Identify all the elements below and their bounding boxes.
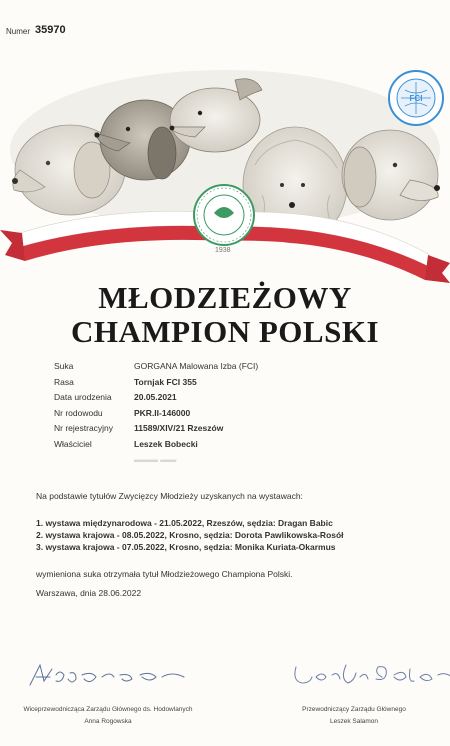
detail-row-birth-date (54, 392, 414, 408)
detail-value: Tornjak FCI 355 (134, 376, 197, 387)
detail-label: Data urodzenia (54, 392, 112, 402)
detail-value: 11589/XIV/21 Rzeszów (134, 423, 224, 433)
detail-row-pedigree (54, 408, 414, 424)
signature-right (290, 655, 450, 695)
certificate-title-line1: MŁODZIEŻOWY (98, 280, 352, 315)
detail-label: Nr rodowodu (54, 407, 103, 418)
number-label: Numer (6, 27, 31, 36)
fci-badge-label: FCI (409, 94, 423, 103)
detail-row-suka (54, 361, 414, 377)
detail-value: Leszek Bobecki (134, 438, 198, 449)
zkwp-emblem (194, 185, 254, 245)
signature-left (22, 655, 192, 695)
dog-details (54, 361, 414, 470)
signatory-name-left: Anna Rogowska (84, 718, 132, 725)
show-list (36, 518, 344, 554)
detail-row-registration (54, 423, 414, 439)
result-text: wymieniona suka otrzymała tytuł Młodzieżowego Championa Polski. (36, 569, 293, 579)
intro-text: Na podstawie tytułów Zwycięzcy Młodzieży uzyskanych na wystawach: (36, 491, 303, 501)
detail-value: GORGANA Malowana Izba (FCI) (134, 361, 259, 371)
show-item: 2. wystawa krajowa - 08.05.2022, Krosno, sędzia: Dorota Pawlikowska-Rosół (36, 530, 344, 540)
detail-row-owner (54, 439, 414, 455)
certificate-title-line2: CHAMPION POLSKI (70, 314, 380, 349)
signatory-role-right: Przewodniczący Zarządu Głównego (302, 706, 406, 713)
signatory-role-left: Wiceprzewodnicząca Zarządu Głównego ds. Hodowlanych (23, 706, 193, 713)
date-line: Warszawa, dnia 28.06.2022 (36, 588, 142, 598)
show-item: 3. wystawa krajowa - 07.05.2022, Krosno, sędzia: Monika Kuriata-Okarmus (36, 542, 336, 552)
detail-value: 20.05.2021 (134, 392, 177, 402)
detail-label: Nr rejestracyjny (54, 423, 114, 433)
detail-label: Rasa (54, 376, 74, 387)
detail-row-faded (54, 454, 414, 470)
fci-logo (388, 70, 444, 126)
signatory-name-right: Leszek Salamon (329, 718, 379, 725)
show-item: 1. wystawa międzynarodowa - 21.05.2022, Rzeszów, sędzia: Dragan Babic (36, 518, 333, 528)
detail-label: Suka (54, 361, 74, 371)
detail-row-rasa (54, 377, 414, 393)
detail-value: PKR.II-146000 (134, 407, 191, 418)
certificate-number: 35970 (35, 24, 66, 36)
detail-label: Właściciel (54, 438, 92, 449)
emblem-year: 1938 (215, 247, 231, 254)
faded-text: ▬▬▬ ▬▬ (134, 455, 177, 464)
